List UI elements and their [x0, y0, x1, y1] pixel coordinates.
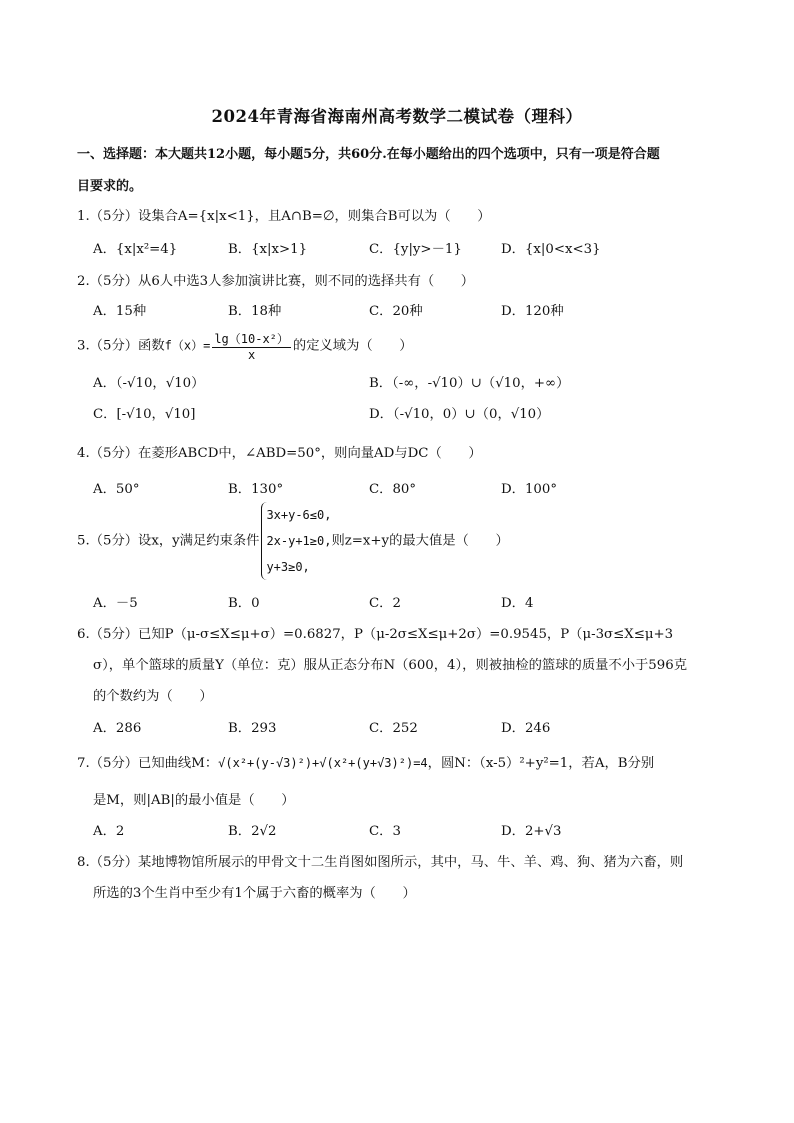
question-2-option-c: C．20种 [369, 304, 423, 319]
question-5-option-a: A．－5 [93, 596, 138, 611]
question-1-stem: 1.（5分）设集合A={x|x<1}，且A∩B=∅，则集合B可以为（ ） [77, 209, 491, 224]
question-3-option-a: A．（-√10，√10） [93, 376, 205, 391]
question-1-option-b: B．{x|x>1} [228, 242, 308, 257]
question-5-constraint-1: 3x+y-6≤0, [266, 508, 332, 522]
question-6-option-c: C．252 [369, 721, 418, 736]
question-3-suffix: 的定义域为（ ） [292, 338, 413, 354]
question-3-denominator: x [248, 348, 256, 362]
question-4-option-c: C．80° [369, 482, 417, 497]
question-3-option-c: C．[-√10，√10] [93, 407, 196, 422]
question-8-line-2: 所选的3个生肖中至少有1个属于六畜的概率为（ ） [93, 886, 416, 901]
question-2-option-d: D．120种 [501, 304, 564, 319]
question-6-line-2: σ），单个篮球的质量Y（单位：克）服从正态分布N（600，4），则被抽检的篮球的质量不小于596克 [93, 658, 687, 673]
question-3-stem [77, 330, 413, 362]
question-5-prefix: 5.（5分）设x，y满足约束条件 [77, 533, 260, 549]
question-5-constraint-2: 2x-y+1≥0, [266, 534, 332, 548]
question-5-option-c: C．2 [369, 596, 401, 611]
question-7-option-d: D．2+√3 [501, 824, 562, 839]
question-7-option-a: A．2 [93, 824, 125, 839]
question-5-option-d: D．4 [501, 596, 534, 611]
section-header-line1: 一、选择题：本大题共12小题，每小题5分，共60分.在每小题给出的四个选项中，只有一项是符合题 [77, 147, 660, 162]
question-6-line-3: 的个数约为（ ） [93, 689, 213, 704]
question-1-option-a: A．{x|x²=4} [93, 242, 178, 257]
question-3-option-d: D．（-√10，0）∪（0，√10） [369, 407, 550, 422]
question-7-curve-equation: √(x²+(y-√3)²)+√(x²+(y+√3)²)=4 [218, 756, 428, 770]
page-title: 2024年青海省海南州高考数学二模试卷（理科） [211, 107, 583, 126]
question-5-suffix: 则z=x+y的最大值是（ ） [331, 533, 509, 549]
question-2-stem: 2.（5分）从6人中选3人参加演讲比赛，则不同的选择共有（ ） [77, 274, 475, 289]
question-4-option-d: D．100° [501, 482, 557, 497]
question-3-function: f（x）= [164, 338, 211, 353]
question-6-option-b: B．293 [228, 721, 277, 736]
question-4-stem: 4.（5分）在菱形ABCD中，∠ABD=50°，则向量AD与DC（ ） [77, 446, 482, 461]
question-6-line-1: 6.（5分）已知P（μ-σ≤X≤μ+σ）=0.6827，P（μ-2σ≤X≤μ+2σ）=0.9545，P（μ-3σ≤X≤μ+3 [77, 627, 674, 642]
question-7-option-b: B．2√2 [228, 824, 277, 839]
question-2-option-a: A．15种 [93, 304, 147, 319]
question-3-fraction [212, 330, 291, 362]
question-5-constraint-3: y+3≥0, [266, 560, 310, 574]
question-3-option-b: B．（-∞，-√10）∪（√10，+∞） [369, 376, 570, 391]
question-6-option-d: D．246 [501, 721, 551, 736]
question-1-option-c: C．{y|y>－1} [369, 242, 462, 257]
question-4-option-a: A．50° [93, 482, 140, 497]
question-6-option-a: A．286 [93, 721, 142, 736]
question-7-line-2: 是M，则|AB|的最小值是（ ） [93, 793, 295, 808]
question-7-prefix: 7.（5分）已知曲线M： [77, 756, 219, 771]
question-5-constraint-system [261, 502, 331, 580]
question-5-stem [77, 502, 509, 580]
question-8-line-1: 8.（5分）某地博物馆所展示的甲骨文十二生肖图如图所示，其中，马、牛、羊、鸡、狗、猪为六畜，则 [77, 855, 684, 870]
question-7-suffix: ，圆N：（x-5）²+y²=1，若A，B分别 [427, 756, 655, 771]
section-header-line2: 目要求的。 [77, 179, 143, 194]
question-7-line-1 [77, 752, 654, 771]
question-5-option-b: B．0 [228, 596, 260, 611]
question-4-option-b: B．130° [228, 482, 284, 497]
question-3-numerator: lg（10-x²） [214, 332, 289, 346]
question-2-option-b: B．18种 [228, 304, 282, 319]
question-1-option-d: D．{x|0<x<3} [501, 242, 601, 257]
question-7-option-c: C．3 [369, 824, 401, 839]
question-3-prefix: 3.（5分）函数 [77, 338, 165, 354]
